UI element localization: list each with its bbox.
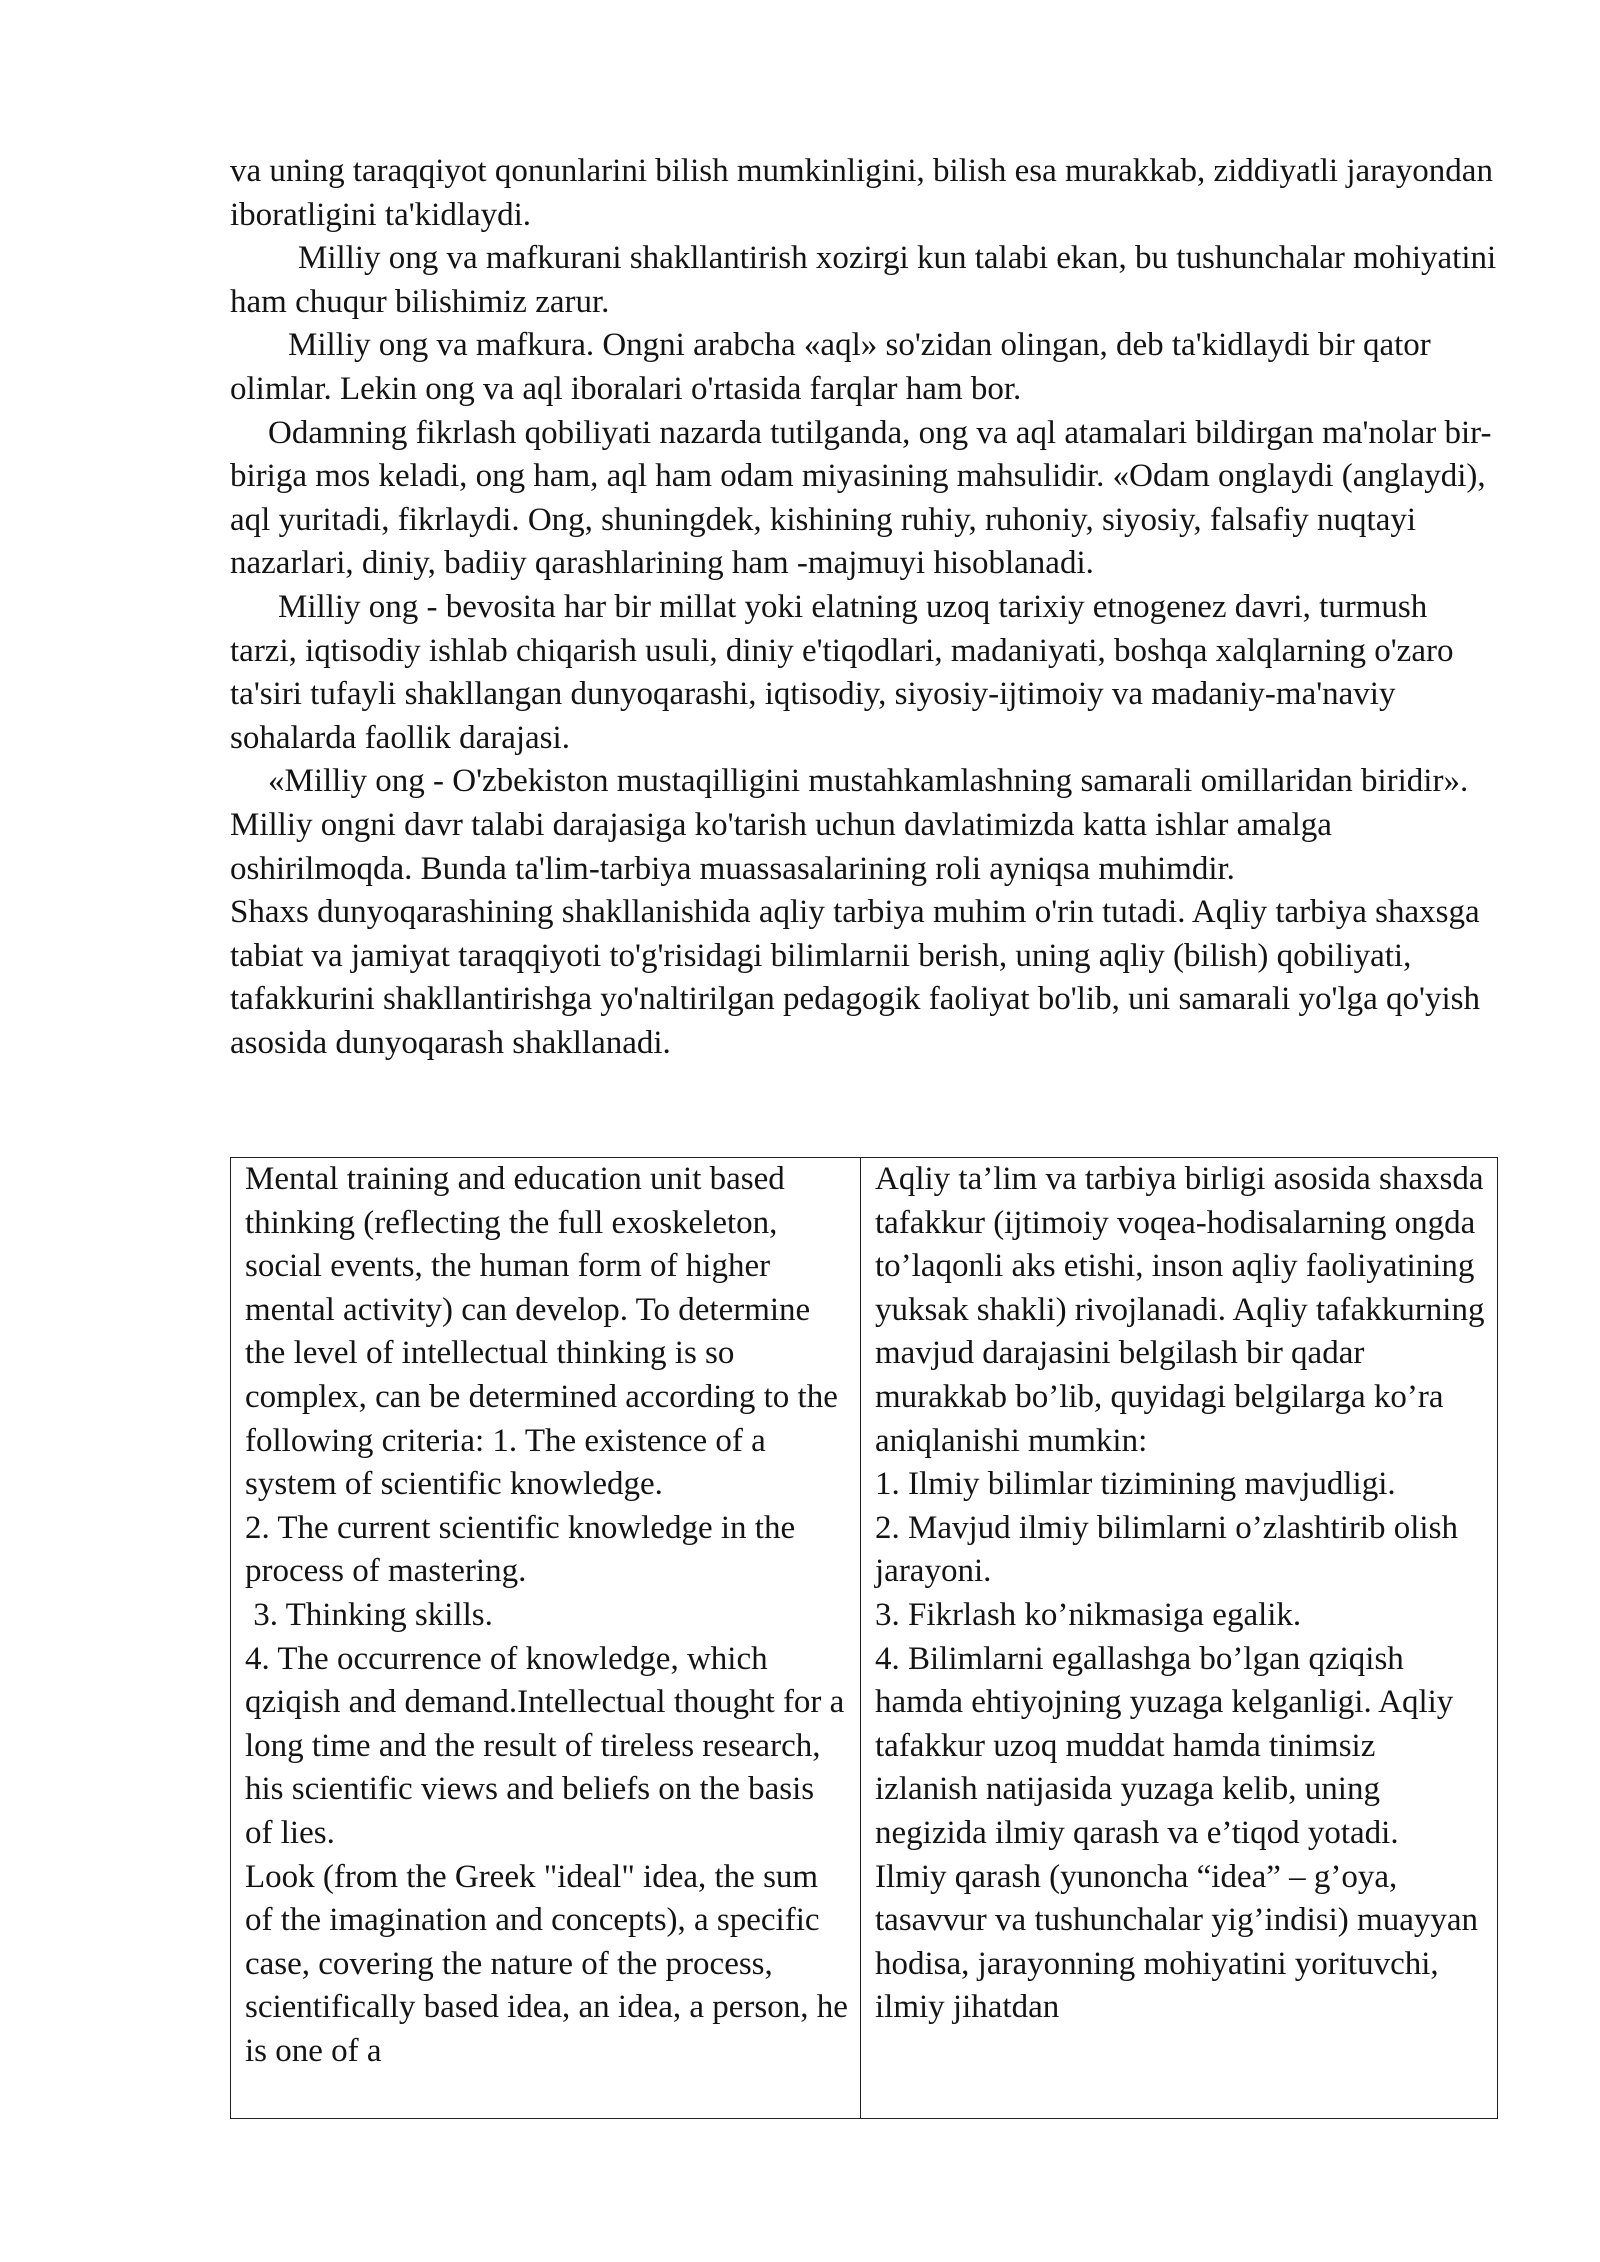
paragraph: Odamning fikrlash qobiliyati nazarda tutilganda, ong va aql atamalari bildirgan ma'nolar bir-biriga mos keladi, ong ham, aql ham odam miyasining mahsulidir. «Odam onglaydi (anglaydi), aql yuritadi, fikrlaydi. Ong, shuningdek, kishining ruhiy, ruhoniy, siyosiy, falsafiy nuqtayi nazarlari, diniy, badiiy qarashlarining ham -majmuyi hisoblanadi. [230,414,1492,582]
table-cell-paragraph: Look (from the Greek "ideal" idea, the sum of the imagination and concepts), a specific case, covering the nature of the process, scientifically based idea, an idea, a person, he is one of a [245,1858,848,2069]
paragraph: «Milliy ong - O'zbekiston mustaqilligini mustahkamlashning samarali omillaridan biridir». Milliy ongni davr talabi darajasiga ko'tarish uchun davlatimizda katta ishlar amalga oshirilmoqda. Bunda ta'lim-tarbiya muassasalarining roli ayniqsa muhimdir. [230,763,1469,887]
bilingual-table [230,1157,1498,2119]
table-cell-paragraph: 1. Ilmiy bilimlar tizimining mavjudligi. [875,1466,1396,1503]
table-cell-paragraph: 3. Fikrlash ko’nikmasiga egalik. [875,1596,1302,1633]
paragraph: Milliy ong - bevosita har bir millat yoki elatning uzoq tarixiy etnogenez davri, turmush tarzi, iqtisodiy ishlab chiqarish usuli, diniy e'tiqodlari, madaniyati, boshqa xalqlarning o'zaro ta'siri tufayli shakllangan dunyoqarashi, iqtisodiy, siyosiy-ijtimoiy va madaniy-ma'naviy sohalarda faollik darajasi. [230,588,1454,756]
table-cell-uzbek [861,1158,1498,2119]
paragraph: va uning taraqqiyot qonunlarini bilish mumkinligini, bilish esa murakkab, ziddiyatli jarayondan iboratligini ta'kidlaydi. [230,153,1493,233]
document-body [230,150,1500,1065]
paragraph: Shaxs dunyoqarashining shakllanishida aqliy tarbiya muhim o'rin tutadi. Aqliy tarbiya shaxsga tabiat va jamiyat taraqqiyoti to'g'risidagi bilimlarnii berish, uning aqliy (bilish) qobiliyati, tafakkurini shakllantirishga yo'naltirilgan pedagogik faoliyat bo'lib, uni samarali yo'lga qo'yish asosida dunyoqarash shakllanadi. [230,894,1481,1061]
table-row [231,1158,1498,2119]
table-cell-english [231,1158,861,2119]
table-cell-paragraph: Mental training and education unit based thinking (reflecting the full exoskeleton, social events, the human form of higher mental activity) can develop. To determine the level of intellectual thinking is so complex, can be determined according to the following criteria: 1. The existence of a system of scientific knowledge. [245,1161,838,1503]
paragraph: Milliy ong va mafkura. Ongni arabcha «aql» so'zidan olingan, deb ta'kidlaydi bir qator olimlar. Lekin ong va aql iboralari o'rtasida farqlar ham bor. [230,327,1431,407]
table-cell-paragraph: 2. Mavjud ilmiy bilimlarni o’zlashtirib olish jarayoni. [875,1509,1458,1590]
table-cell-paragraph: 4. The occurrence of knowledge, which qziqish and demand.Intellectual thought for a long time and the result of tireless research, his scientific views and beliefs on the basis of lies. [245,1640,845,1851]
table-cell-paragraph: Aqliy ta’lim va tarbiya birligi asosida shaxsda tafakkur (ijtimoiy voqea-hodisalarning ongda to’laqonli aks etishi, inson aqliy faoliyatining yuksak shakli) rivojlanadi. Aqliy tafakkurning mavjud darajasini belgilash bir qadar murakkab bo’lib, quyidagi belgilarga ko’ra aniqlanishi mumkin: [875,1161,1485,1459]
table-cell-paragraph: 3. Thinking skills. [245,1596,493,1633]
paragraph: Milliy ong va mafkurani shakllantirish xozirgi kun talabi ekan, bu tushunchalar mohiyatini ham chuqur bilishimiz zarur. [230,240,1497,320]
table-cell-paragraph: 2. The current scientific knowledge in the process of mastering. [245,1509,796,1590]
table-cell-paragraph: Ilmiy qarash (yunoncha “idea” – g’oya, tasavvur va tushunchalar yig’indisi) muayyan hodisa, jarayonning mohiyatini yorituvchi, ilmiy jihatdan [875,1858,1479,2026]
table-cell-paragraph: 4. Bilimlarni egallashga bo’lgan qziqish hamda ehtiyojning yuzaga kelganligi. Aqliy tafakkur uzoq muddat hamda tinimsiz izlanish natijasida yuzaga kelib, uning negizida ilmiy qarash va e’tiqod yotadi. [875,1640,1454,1851]
